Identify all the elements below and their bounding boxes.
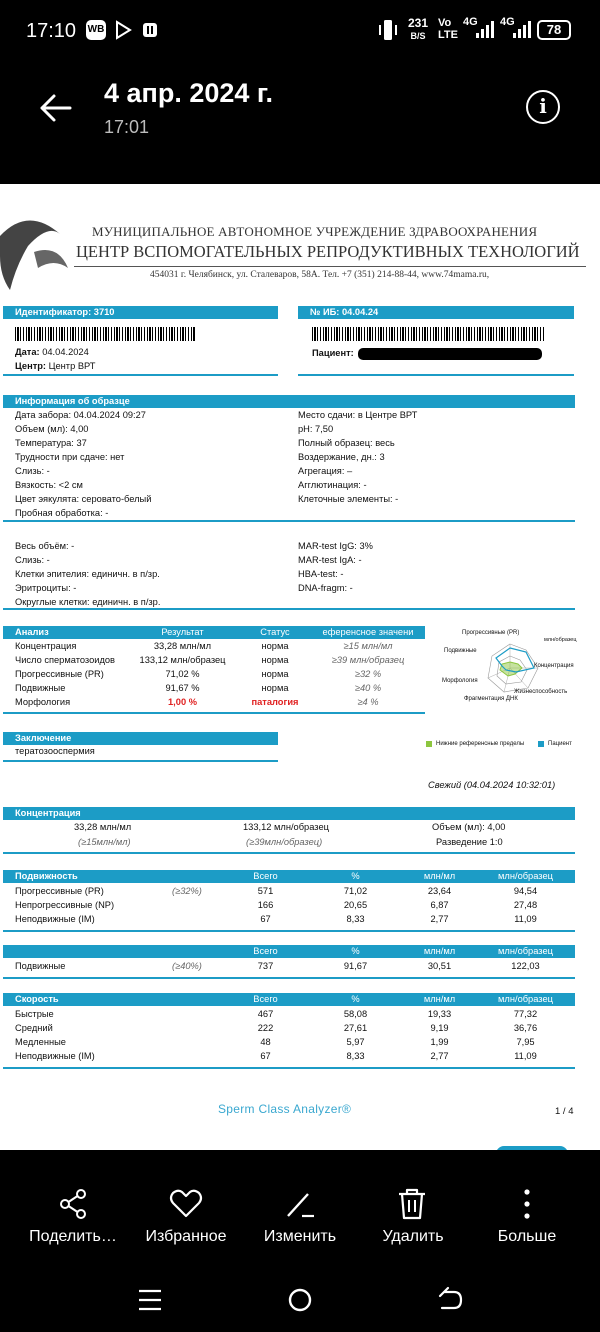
table-cell: 27,48 — [513, 900, 538, 910]
legend-lower: Нижние референсные пределы — [436, 741, 525, 747]
table-row-name: Непрогрессивные (NP) — [15, 900, 115, 910]
table-col-header: млн/образец — [498, 871, 553, 881]
analysis-name: Морфология — [15, 697, 71, 707]
date-row: Дата: 04.04.2024 — [15, 347, 89, 357]
conc-value-1: 33,28 млн/мл — [74, 822, 132, 832]
page-number: 1 / 4 — [555, 1106, 574, 1117]
table-cell: 67 — [260, 914, 271, 924]
table-cell: 8,33 — [346, 914, 365, 924]
sample-field: Воздержание, дн.: 3 — [298, 452, 385, 462]
table-row-ref: (≥40%) — [172, 961, 202, 971]
conclusion-text: тератозооспермия — [15, 746, 95, 756]
table-row-name: Быстрые — [15, 1009, 54, 1019]
nfc-icon — [140, 20, 160, 40]
network-type-1: 4G — [463, 16, 478, 28]
table-col-header: млн/образец — [498, 994, 553, 1004]
divider — [3, 374, 278, 376]
conc-value-2: 133,12 млн/образец — [243, 822, 329, 832]
table-title: Скорость — [15, 994, 59, 1004]
info-icon[interactable]: i — [526, 90, 560, 124]
legend-swatch-lower — [426, 741, 432, 747]
analysis-result: 71,02 % — [165, 669, 200, 679]
fresh-timestamp: Свежий (04.04.2024 10:32:01) — [428, 780, 556, 790]
sample-field: Объем (мл): 4,00 — [15, 424, 89, 434]
table-col-header: Всего — [253, 994, 278, 1004]
analysis-result: 91,67 % — [165, 683, 200, 693]
analysis-status: норма — [261, 641, 289, 651]
analysis-ref: ≥39 млн/образец — [331, 655, 405, 665]
edit-button[interactable]: Изменить — [263, 1228, 337, 1245]
extra-field: MAR-test IgG: 3% — [298, 541, 373, 551]
analysis-col-status: Статус — [260, 627, 290, 637]
analysis-ref: ≥15 млн/мл — [343, 641, 393, 651]
divider — [298, 374, 574, 376]
table-row-name: Неподвижные (IM) — [15, 914, 95, 924]
table-cell: 11,09 — [514, 914, 537, 924]
edit-icon[interactable] — [282, 1186, 318, 1222]
brand-footer: Sperm Class Analyzer® — [218, 1102, 352, 1116]
vibrate-icon — [378, 18, 398, 42]
extra-field: Слизь: - — [15, 555, 50, 565]
sample-field: Трудности при сдаче: нет — [15, 452, 125, 462]
net-speed: 231 B/S — [407, 16, 429, 41]
conc-volume: Объем (мл): 4,00 — [432, 822, 506, 832]
analysis-col-name: Анализ — [15, 627, 49, 637]
extra-field: Эритроциты: - — [15, 583, 77, 593]
table-cell: 19,33 — [427, 1009, 452, 1019]
concentration-bar: Концентрация — [3, 807, 575, 820]
radar-label-conc: Концентрация — [534, 663, 574, 669]
network-type-2: 4G — [500, 16, 515, 28]
org-line-1: МУНИЦИПАЛЬНОЕ АВТОНОМНОЕ УЧРЕЖДЕНИЕ ЗДРАВООХРАНЕНИЯ — [92, 224, 538, 239]
conc-ref-2: (≥39млн/образец) — [246, 837, 323, 847]
table-col-header: млн/мл — [423, 871, 456, 881]
table-cell: 20,65 — [343, 900, 368, 910]
signal-icon-2 — [511, 20, 531, 40]
table-col-header: Всего — [253, 871, 278, 881]
legend-swatch-patient — [538, 741, 544, 747]
center-row: Центр: Центр ВРТ — [15, 361, 96, 371]
analysis-col-result: Результат — [161, 627, 204, 637]
sample-field: Вязкость: <2 см — [15, 480, 83, 490]
redacted-name — [358, 348, 542, 360]
table-row-name: Средний — [15, 1023, 53, 1033]
table-cell: 222 — [257, 1023, 274, 1033]
radar-label-vital: Жизнеспособность — [514, 689, 568, 695]
table-col-header: млн/образец — [498, 946, 553, 956]
divider — [3, 852, 575, 854]
divider — [3, 760, 278, 762]
recent-apps-icon[interactable] — [134, 1286, 166, 1314]
table-row-name: Медленные — [15, 1037, 66, 1047]
analysis-name: Концентрация — [15, 641, 77, 651]
sample-field: pH: 7,50 — [298, 424, 334, 434]
clinic-logo — [0, 206, 70, 290]
table-cell: 467 — [257, 1009, 274, 1019]
photo-time: 17:01 — [104, 117, 150, 137]
table-col-header: % — [351, 871, 360, 881]
extra-field: Весь объём: - — [15, 541, 75, 551]
sample-field: Цвет эякулята: серовато-белый — [15, 494, 152, 504]
table-col-header: млн/мл — [423, 946, 456, 956]
table-cell: 30,51 — [427, 961, 452, 971]
volte-badge: Vo LTE — [438, 17, 458, 41]
table-cell: 737 — [257, 961, 274, 971]
document-photo — [0, 184, 600, 1150]
org-line-2: ЦЕНТР ВСПОМОГАТЕЛЬНЫХ РЕПРОДУКТИВНЫХ ТЕХНОЛОГИЙ — [76, 242, 580, 261]
radar-label-dna: Фрагментация ДНК — [464, 696, 518, 702]
sample-info-bar: Информация об образце — [3, 395, 575, 408]
table-cell: 166 — [257, 900, 274, 910]
status-time: 17:10 — [26, 20, 77, 42]
status-bar — [0, 0, 600, 60]
home-icon[interactable] — [284, 1286, 316, 1314]
analysis-name: Подвижные — [15, 683, 66, 693]
ib-bar: № ИБ: 04.04.24 — [298, 306, 574, 319]
back-arrow-icon[interactable] — [36, 88, 76, 128]
barcode-right — [312, 327, 544, 341]
divider — [3, 712, 425, 714]
table-cell: 7,95 — [516, 1037, 535, 1047]
table-row-ref: (≥32%) — [172, 886, 202, 896]
analysis-name: Число сперматозоидов — [15, 655, 115, 665]
table-cell: 67 — [260, 1051, 271, 1061]
table-cell: 5,97 — [346, 1037, 365, 1047]
table-cell: 58,08 — [343, 1009, 368, 1019]
conclusion-bar: Заключение — [3, 732, 278, 745]
extra-field: MAR-test IgA: - — [298, 555, 362, 565]
divider — [3, 977, 575, 979]
table-cell: 571 — [257, 886, 274, 896]
table-cell: 36,76 — [513, 1023, 538, 1033]
table-col-header: % — [351, 994, 360, 1004]
table-cell: 94,54 — [513, 886, 538, 896]
table-row-name: Прогрессивные (PR) — [15, 886, 104, 896]
heart-icon[interactable] — [168, 1186, 204, 1222]
analysis-result: 33,28 млн/мл — [153, 641, 212, 651]
radar-label-count: млн/образец — [544, 637, 577, 643]
table-row-name: Подвижные — [15, 961, 66, 971]
divider — [3, 930, 575, 932]
sample-field: Полный образец: весь — [298, 438, 395, 448]
analysis-status: норма — [261, 655, 289, 665]
analysis-name: Прогрессивные (PR) — [15, 669, 104, 679]
table-col-header: % — [351, 946, 360, 956]
wb-app-icon: WB — [86, 20, 106, 40]
table-cell: 2,77 — [430, 914, 449, 924]
more-icon[interactable] — [509, 1186, 545, 1222]
legend-patient: Пациент — [548, 741, 572, 747]
analysis-status: паталогия — [251, 697, 299, 707]
radar-label-motile: Подвижные — [444, 648, 477, 654]
table-cell: 48 — [260, 1037, 271, 1047]
sample-field: Агрегация: – — [298, 466, 353, 476]
org-address: 454031 г. Челябинск, ул. Сталеваров, 58А. Тел. +7 (351) 214-88-44, www.74mama.ru, — [150, 270, 490, 280]
analysis-result: 1,00 % — [168, 697, 197, 707]
table-cell: 71,02 — [343, 886, 368, 896]
extra-field: DNA-fragm: - — [298, 583, 353, 593]
sample-field: Температура: 37 — [15, 438, 87, 448]
signal-icon-1 — [474, 20, 494, 40]
radar-label-morph: Морфология — [442, 678, 478, 684]
extra-field: HBA-test: - — [298, 569, 344, 579]
share-icon[interactable] — [55, 1186, 91, 1222]
analysis-col-ref: еференсное значени — [322, 627, 414, 637]
table-cell: 1,99 — [430, 1037, 449, 1047]
favorite-button[interactable]: Избранное — [145, 1228, 227, 1245]
barcode-left — [15, 327, 195, 341]
divider — [3, 520, 575, 522]
table-cell: 8,33 — [346, 1051, 365, 1061]
conc-dilution: Разведение 1:0 — [436, 837, 503, 847]
sample-field: Место сдачи: в Центре ВРТ — [298, 410, 418, 420]
trash-icon[interactable] — [394, 1186, 430, 1222]
extra-field: Клетки эпителия: единичн. в п/зр. — [15, 569, 160, 579]
back-nav-icon[interactable] — [434, 1286, 466, 1314]
battery-icon: 78 — [537, 20, 571, 40]
analysis-ref: ≥32 % — [354, 669, 382, 679]
analysis-status: норма — [261, 683, 289, 693]
table-cell: 9,19 — [430, 1023, 449, 1033]
analysis-ref: ≥40 % — [354, 683, 382, 693]
analysis-status: норма — [261, 669, 289, 679]
patient-label: Пациент: — [312, 348, 354, 358]
analysis-ref: ≥4 % — [357, 697, 379, 707]
table-cell: 11,09 — [514, 1051, 537, 1061]
delete-button[interactable]: Удалить — [382, 1228, 444, 1245]
table-cell: 6,87 — [430, 900, 449, 910]
more-button[interactable]: Больше — [497, 1228, 557, 1245]
conc-ref-1: (≥15млн/мл) — [78, 837, 131, 847]
photo-date: 4 апр. 2024 г. — [104, 78, 273, 108]
play-store-icon — [113, 20, 133, 40]
table-col-header: млн/мл — [423, 994, 456, 1004]
table-title: Подвижность — [15, 871, 78, 881]
divider — [3, 1067, 575, 1069]
table-cell: 91,67 — [343, 961, 368, 971]
table-cell: 122,03 — [511, 961, 540, 971]
share-button[interactable]: Поделить… — [29, 1228, 117, 1245]
table-col-header: Всего — [253, 946, 278, 956]
sample-field: Клеточные элементы: - — [298, 494, 399, 504]
sample-field: Агглютинация: - — [298, 480, 367, 490]
sample-field: Слизь: - — [15, 466, 50, 476]
sample-field: Пробная обработка: - — [15, 508, 109, 518]
sample-field: Дата забора: 04.04.2024 09:27 — [15, 410, 146, 420]
table-cell: 77,32 — [513, 1009, 538, 1019]
header-rule — [74, 266, 586, 267]
identifier-bar: Идентификатор: 3710 — [3, 306, 278, 319]
table-cell: 23,64 — [427, 886, 452, 896]
divider — [3, 608, 575, 610]
table-row-name: Неподвижные (IM) — [15, 1051, 95, 1061]
table-cell: 27,61 — [343, 1023, 368, 1033]
analysis-result: 133,12 млн/образец — [139, 655, 226, 665]
extra-field: Округлые клетки: единичн. в п/зр. — [15, 597, 161, 607]
table-cell: 2,77 — [430, 1051, 449, 1061]
radar-label-pr: Прогрессивные (PR) — [462, 630, 520, 636]
